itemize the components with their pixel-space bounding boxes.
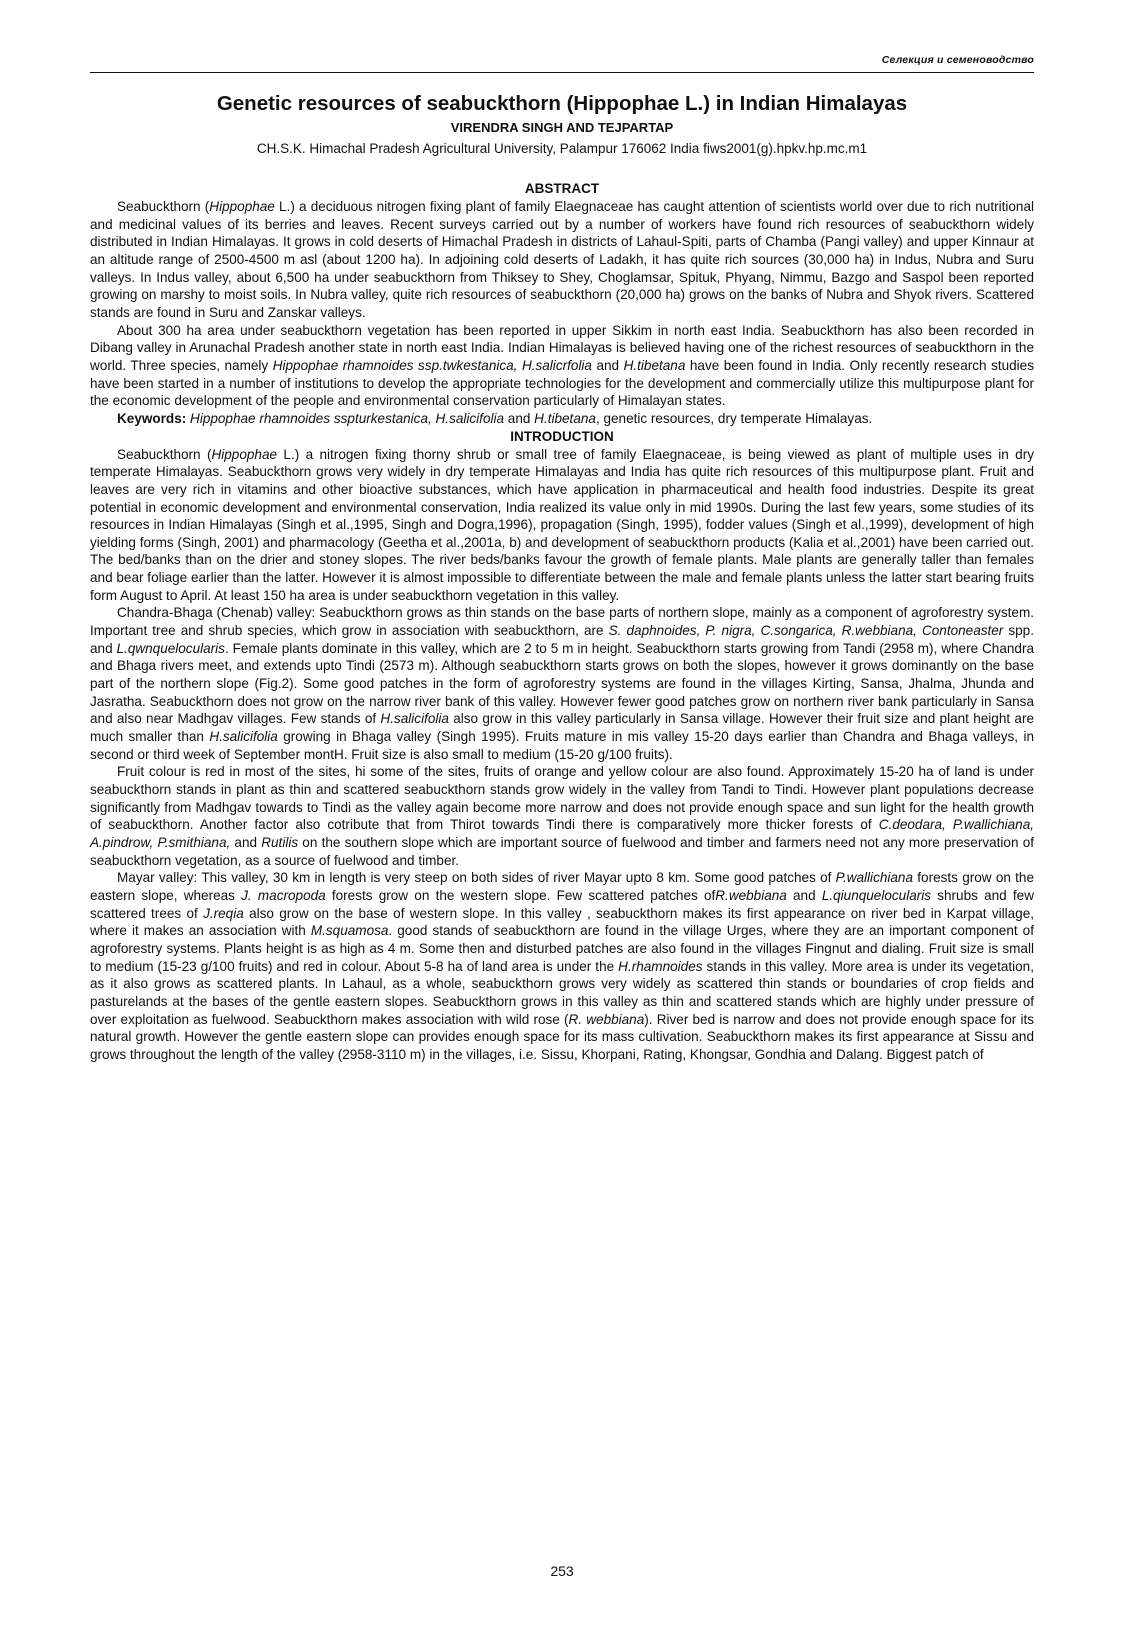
- text-run: ). River bed is narrow and does not provide enough space for its natural growth. However the gentle eastern slope can provides enough space for its mass cultivation. Seabuckthorn makes its first appearance at Sissu and grows throughout the length of the valley (2958-3110 m) in the villages, i.e. Sissu, Khorpani, Rating, Khongsar, Gondhia and Dalang. Biggest patch of: [90, 1011, 1035, 1062]
- introduction-paragraph-4: [90, 869, 1034, 1063]
- italic-run: P.wallichiana: [835, 870, 913, 886]
- italic-run: Hippophae rhamnoides sspturkestanica, H.salicifolia: [190, 410, 505, 426]
- page-number: 253: [550, 1563, 574, 1579]
- abstract-paragraph-2: [90, 322, 1034, 410]
- italic-run: R.webbiana: [715, 887, 787, 903]
- italic-run: H.tibetana: [623, 357, 686, 373]
- text-run: Mayar valley: This valley, 30 km in length is very steep on both sides of river Mayar upto 8 km. Some good patches of: [117, 870, 836, 886]
- italic-run: H.tibetana: [534, 410, 596, 426]
- text-run: shrubs and few scattered trees of: [90, 887, 1034, 921]
- text-run: and: [786, 887, 822, 903]
- article-affiliation: CH.S.K. Himachal Pradesh Agricultural University, Palampur 176062 India fiws2001(g).hpkv.hp.mc.m1: [256, 141, 868, 156]
- text-run: forests grow on the western slope. Few scattered patches of: [325, 887, 716, 903]
- italic-run: L.qwnquelocularis: [116, 640, 225, 656]
- italic-run: Hippophae: [209, 199, 275, 214]
- text-run: stands in this valley. More area is under its vegetation, as it also grows as scattered plants. In Lahaul, as a whole, seabuckthorn grows very widely as scattered thin stands or boundaries of crop fields and pasturelands at the bases of the gentle eastern slopes. Seabuckthorn grows in this valley as thin and scattered stands which are highly under pressure of over exploitation as fuelwood. Seabuckthorn makes association with wild rose (: [90, 958, 1034, 1027]
- text-run: spp. and: [90, 623, 1034, 656]
- abstract-heading: ABSTRACT: [524, 181, 600, 196]
- running-head: Селекция и семеноводство: [881, 54, 1034, 66]
- text-run: also grow in this valley particularly in Sansa village. However their fruit size and plant height are much smaller than: [90, 711, 1035, 745]
- text-run: . Female plants dominate in this valley, which are 2 to 5 m in height. Seabuckthorn starts growing from Tandi (2958 m), where Chandra and Bhaga rivers meet, and extends upto Tindi (2573 m). Although seabuckthorn starts grows on both the slopes, however it grows dominantly on the base part of the northern slope (Fig.2). Some good patches in the form of agroforestry systems are found in the villages Kirting, Sansa, Jhalma, Jhunda and Jasratha. Seabuckthorn does not grow on the narrow river bank of this valley. However fewer good patches grow on northern river bank particularly in Sansa and also near Madhgav villages. Few stands of: [90, 640, 1034, 727]
- italic-run: L.qiunquelocularis: [821, 887, 932, 903]
- text-run: , genetic resources, dry temperate Himalayas.: [595, 410, 873, 426]
- text-run: also grow on the base of western slope. In this valley , seabuckthorn makes its first appearance on river bed in Karpat village, where it makes an association with: [90, 905, 1034, 939]
- italic-run: J. macropoda: [241, 887, 326, 903]
- italic-run: J.reqia: [203, 905, 244, 921]
- italic-run: H.rhamnoides: [618, 958, 703, 974]
- article-title: Genetic resources of seabuckthorn (Hippophae L.) in Indian Himalayas: [216, 92, 908, 115]
- text-run: . good stands of seabuckthorn are found in the village Urges, where they are an important component of agroforestry systems. Plants height is as high as 4 m. Some then and disturbed patches are also found in the villages Fingnut and dialing. Fruit size is small to medium (15-23 g/100 fruits) and red in colour. About 5-8 ha of land area is under the: [90, 923, 1034, 974]
- keywords-paragraph: [90, 410, 1034, 428]
- header-rule: [90, 72, 1034, 73]
- italic-run: R. webbiana: [568, 1011, 645, 1027]
- text-run: L.) a deciduous nitrogen fixing plant of family Elaegnaceae has caught attention of scientists world over due to rich nutritional and medicinal values of its berries and leaves. Recent surveys carried out by a number of workers have found rich resources of seabuckthorn widely distributed in Indian Himalayas. It grows in cold deserts of Himachal Pradesh in districts of Lahaul-Spiti, parts of Chamba (Pangi valley) and upper Kinnaur at an altitude range of 2500-4500 m asl (about 1200 ha). In adjoining cold deserts of Ladakh, it has quite rich sources (30,000 ha) in Indus, Nubra and Suru valleys. In Indus valley, about 6,500 ha under seabuckthorn from Thiksey to Shey, Choglamsar, Spituk, Phyang, Nimmu, Bazgo and Saspol been reported growing on marshy to moist soils. In Nubra valley, quite rich resources of seabuckthorn (20,000 ha) grows on the banks of Nubra and Shyok rivers. Scattered stands are found in Suru and Zanskar valleys.: [90, 199, 1034, 320]
- text-run: on the southern slope which are important source of fuelwood and timber and farmers need not any more preservation of seabuckthorn vegetation, as a source of fuelwood and timber.: [90, 834, 1034, 868]
- italic-run: S. daphnoides, P. nigra, C.songarica, R.webbiana, Contoneaster: [608, 623, 1004, 639]
- text-run: forests grow on the eastern slope, whereas: [90, 870, 1034, 903]
- article-body: [90, 198, 1034, 1064]
- keywords-label: Keywords:: [117, 410, 187, 426]
- text-run: L.) a nitrogen fixing thorny shrub or small tree of family Elaegnaceae, is being viewed as plant of multiple uses in dry temperate Himalayas. Seabuckthorn grows very widely in dry temperate Himalayas and India has quite rich resources of this multipurpose plant. Fruit and leaves are very rich in vitamins and other bioactive substances, which have application in pharmaceutical and health food industries. Despite its great potential in economic development and environmental conservation, India realized its value only in mid 1990s. During the last few years, some studies of its resources in Indian Himalayas (Singh et al.,1995, Singh and Dogra,1996), propagation (Singh, 1995), fodder values (Singh et al.,1999), development of high yielding forms (Singh, 2001) and pharmacology (Geetha et al.,2001a, b) and development of seabuckthorn products (Kalia et al.,2001) have been carried out. The bed/banks than on the drier and stoney slopes. The river beds/banks favour the growth of female plants. Male plants are generally taller than females and bear foliage earlier than the latter. However it is almost impossible to differentiate between the male and female plants unless the latter start bearing fruits form August to April. At least 150 ha area is under seabuckthorn vegetation in this valley.: [90, 446, 1034, 603]
- italic-run: C.deodara, P.wallichiana, A.pindrow, P.smithiana,: [90, 817, 1034, 850]
- text-run: have been found in India. Only recently research studies have been started in a number of institutions to develop the appropriate technologies for the development and commercially utilize this multipurpose plant for the economic development of the people and environmental conservation particularly of Himalayan states.: [90, 357, 1034, 409]
- abstract-paragraph-1: [90, 198, 1034, 322]
- text-run: Seabuckthorn (: [117, 446, 212, 462]
- text-run: About 300 ha area under seabuckthorn vegetation has been reported in upper Sikkim in north east India. Seabuckthorn has also been recorded in Dibang valley in Arunachal Pradesh another state in north east India. Indian Himalayas is believed having one of the richest resources of seabuckthorn in the world. Three species, namely: [90, 322, 1034, 373]
- italic-run: Hippophae: [211, 446, 278, 462]
- article-authors: VIRENDRA SINGH AND TEJPARTAP: [450, 120, 674, 135]
- italic-run: H.salicifolia: [380, 711, 449, 727]
- italic-run: H.salicifolia: [209, 729, 278, 745]
- text-run: and: [504, 410, 535, 426]
- italic-run: Hippophae rhamnoides ssp.twkestanica, H.salicrfolia: [272, 357, 592, 373]
- text-run: Seabuckthorn (: [117, 199, 210, 214]
- introduction-heading: INTRODUCTION: [510, 428, 614, 444]
- text-run: and: [230, 834, 262, 850]
- introduction-paragraph-2: [90, 604, 1034, 763]
- introduction-paragraph-1: [90, 446, 1034, 605]
- introduction-paragraph-3: [90, 763, 1034, 869]
- italic-run: Rutilis: [261, 834, 299, 850]
- italic-run: M.squamosa: [310, 923, 389, 939]
- text-run: growing in Bhaga valley (Singh 1995). Fruits mature in mis valley 15-20 days earlier than Chandra and Bhaga valleys, in second or third week of September montH. Fruit size is also small to medium (15-20 g/100 fruits).: [90, 729, 1034, 762]
- text-run: Chandra-Bhaga (Chenab) valley: Seabuckthorn grows as thin stands on the base parts of northern slope, mainly as a component of agroforestry system. Important tree and shrub species, which grow in association with seabuckthorn, are: [90, 605, 1034, 639]
- text-run: Fruit colour is red in most of the sites, hi some of the sites, fruits of orange and yellow colour are also found. Approximately 15-20 ha of land is under seabuckthorn stands in plant as thin and scattered seabuckthorn stands grow widely in the valley from Tandi to Tindi. However plant populations decrease significantly from Madhgav towards to Tindi as the valley again become more narrow and does not provide enough space and sun light for the health growth of seabuckthorn. Another factor also cotribute that from Thirot towards Tindi there is comparatively more thicker forests of: [90, 764, 1034, 833]
- text-run: and: [591, 357, 624, 373]
